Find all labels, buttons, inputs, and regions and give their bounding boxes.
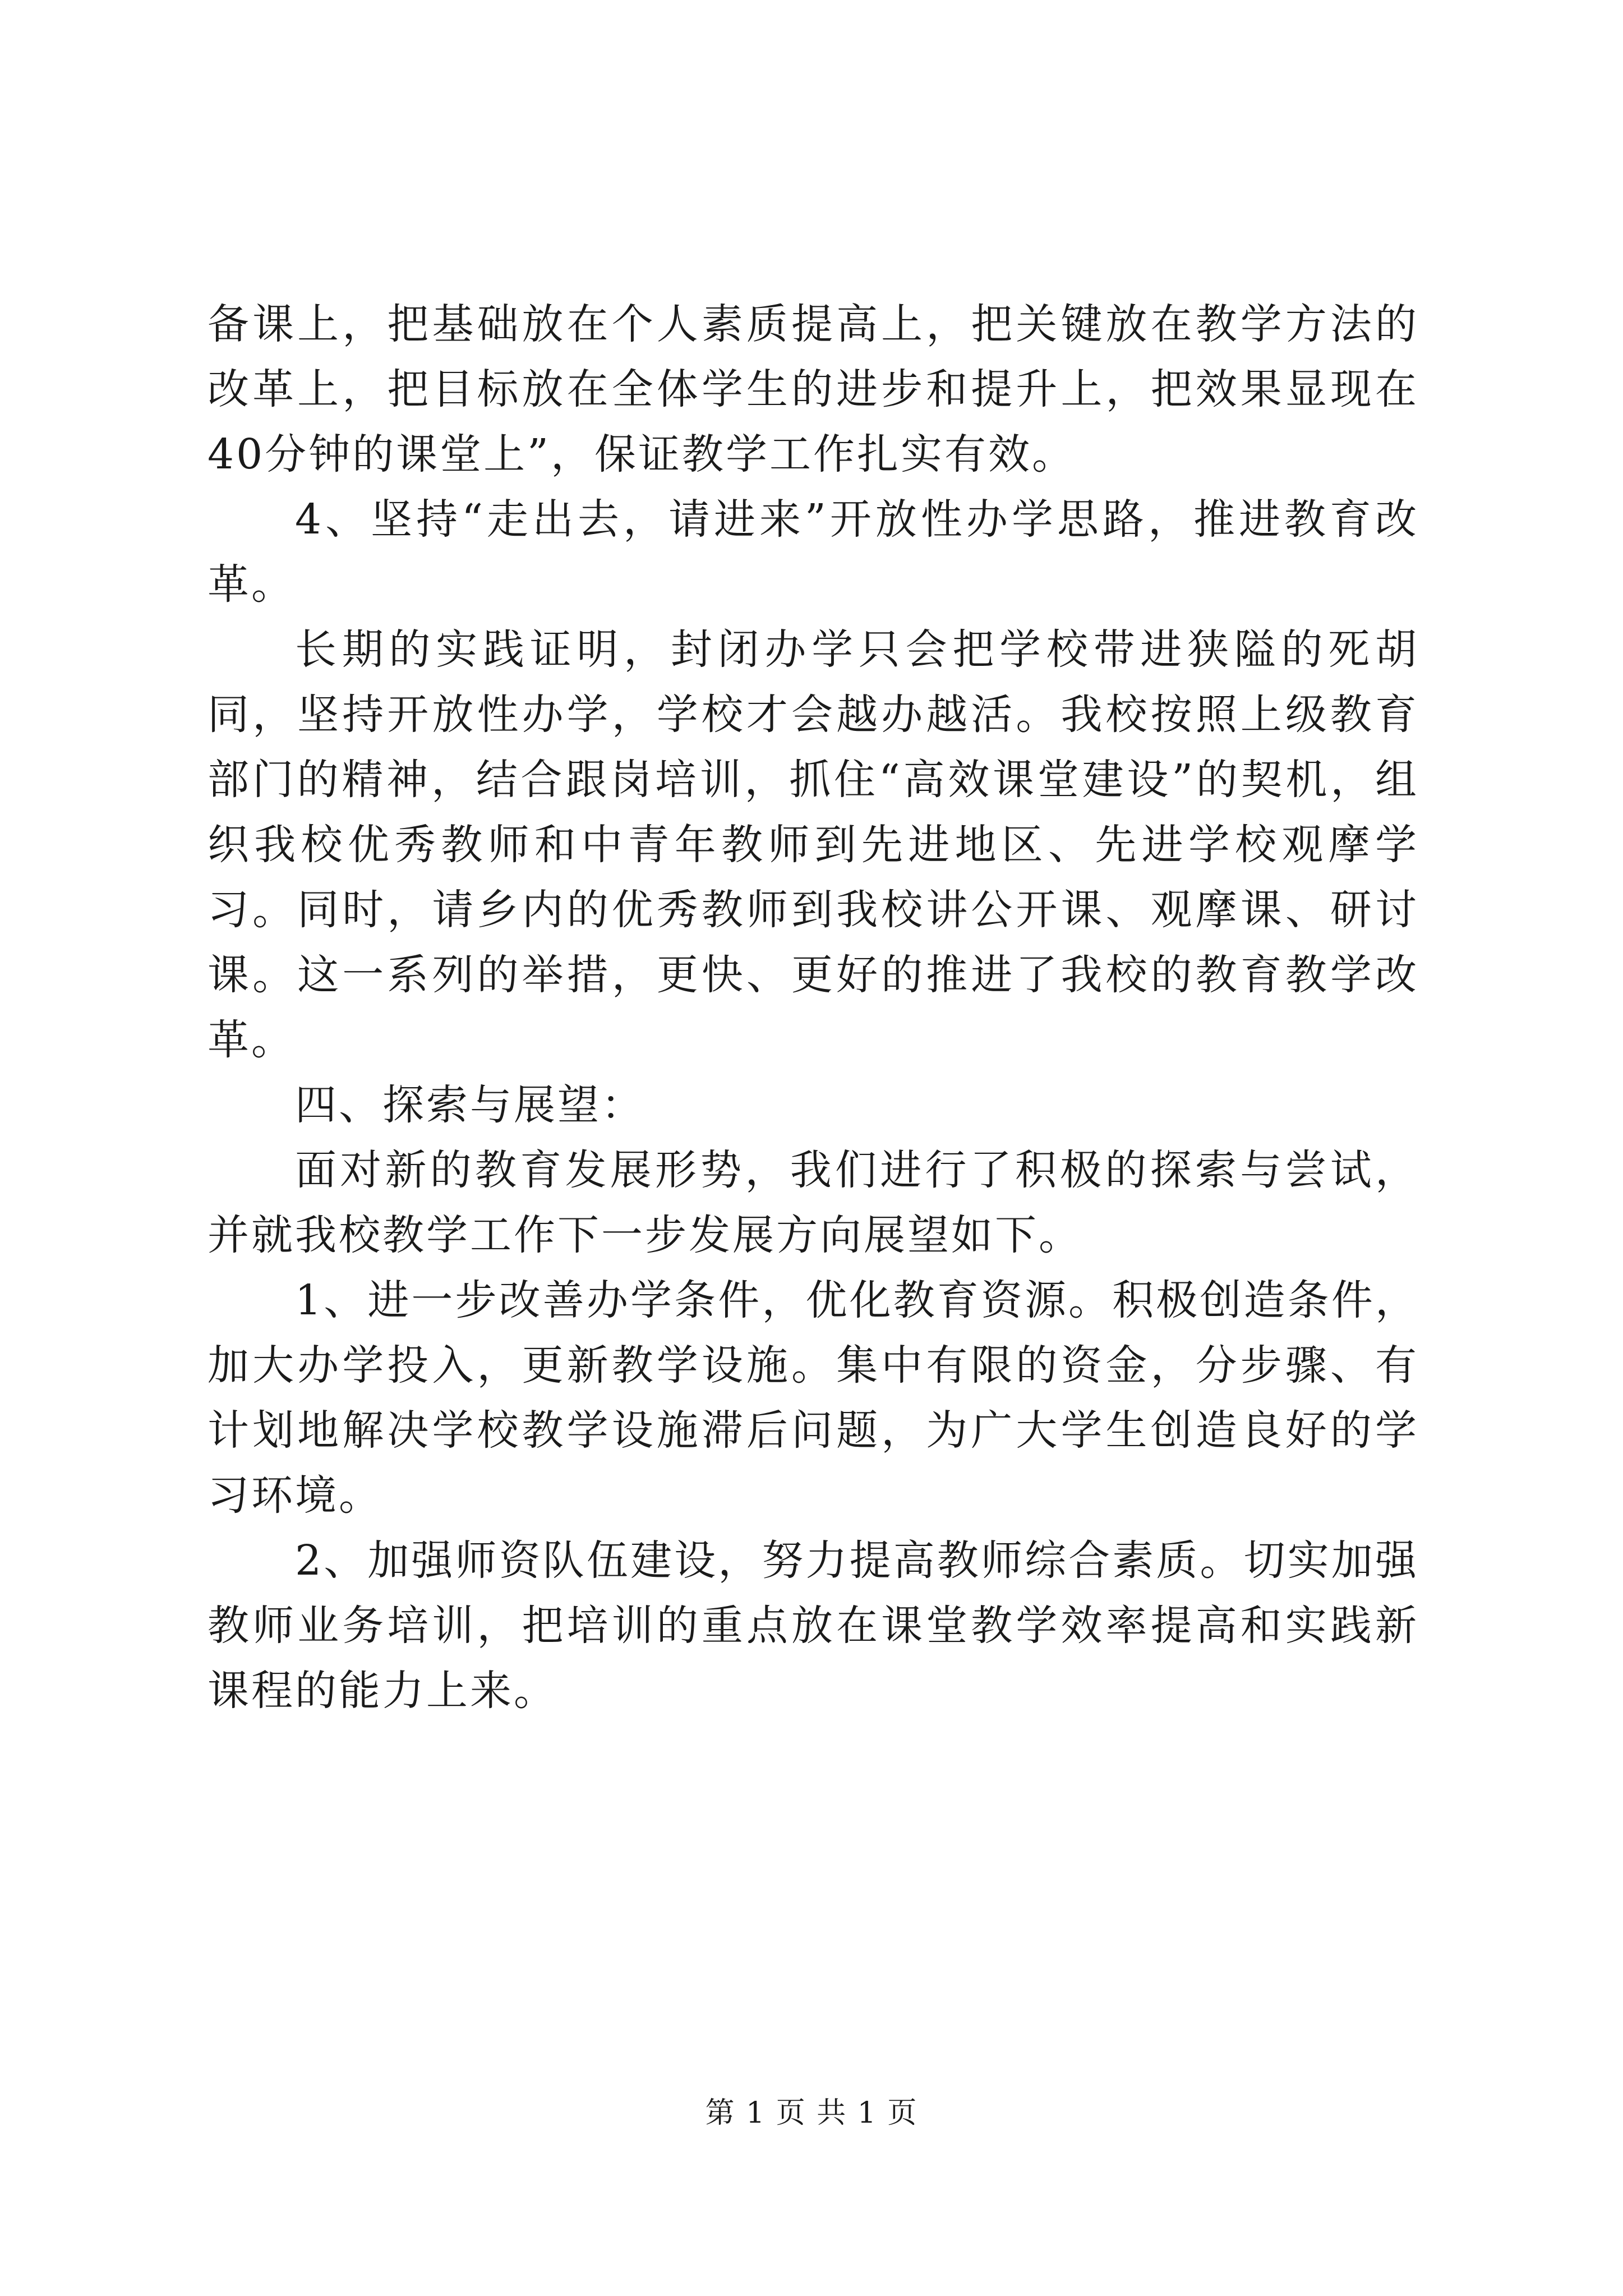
paragraph-2: 4、坚持“走出去，请进来”开放性办学思路，推进教育改革。 bbox=[208, 495, 1419, 609]
paragraph-1: 备课上，把基础放在个人素质提高上，把关键放在教学方法的改革上，把目标放在全体学生的进步和提升上，把效果显现在40分钟的课堂上”，保证教学工作扎实有效。 bbox=[208, 300, 1419, 478]
paragraph-7: 2、加强师资队伍建设，努力提高教师综合素质。切实加强教师业务培训，把培训的重点放在课堂教学效率提高和实践新课程的能力上来。 bbox=[208, 1536, 1419, 1715]
document-body bbox=[208, 292, 1419, 1723]
page-footer: 第 1 页 共 1 页 bbox=[705, 2096, 918, 2130]
paragraph-3: 长期的实践证明，封闭办学只会把学校带进狭隘的死胡同，坚持开放性办学，学校才会越办越活。我校按照上级教育部门的精神，结合跟岗培训，抓住“高效课堂建设”的契机，组织我校优秀教师和中青年教师到先进地区、先进学校观摩学习。同时，请乡内的优秀教师到我校讲公开课、观摩课、研讨课。这一系列的举措，更快、更好的推进了我校的教育教学改革。 bbox=[208, 625, 1419, 1064]
paragraph-6: 1、进一步改善办学条件，优化教育资源。积极创造条件，加大办学投入，更新教学设施。集中有限的资金，分步骤、有计划地解决学校教学设施滞后问题，为广大学生创造良好的学习环境。 bbox=[208, 1276, 1419, 1520]
paragraph-5: 面对新的教育发展形势，我们进行了积极的探索与尝试，并就我校教学工作下一步发展方向展望如下。 bbox=[208, 1146, 1419, 1259]
section-heading-4: 四、探索与展望： bbox=[295, 1081, 645, 1129]
